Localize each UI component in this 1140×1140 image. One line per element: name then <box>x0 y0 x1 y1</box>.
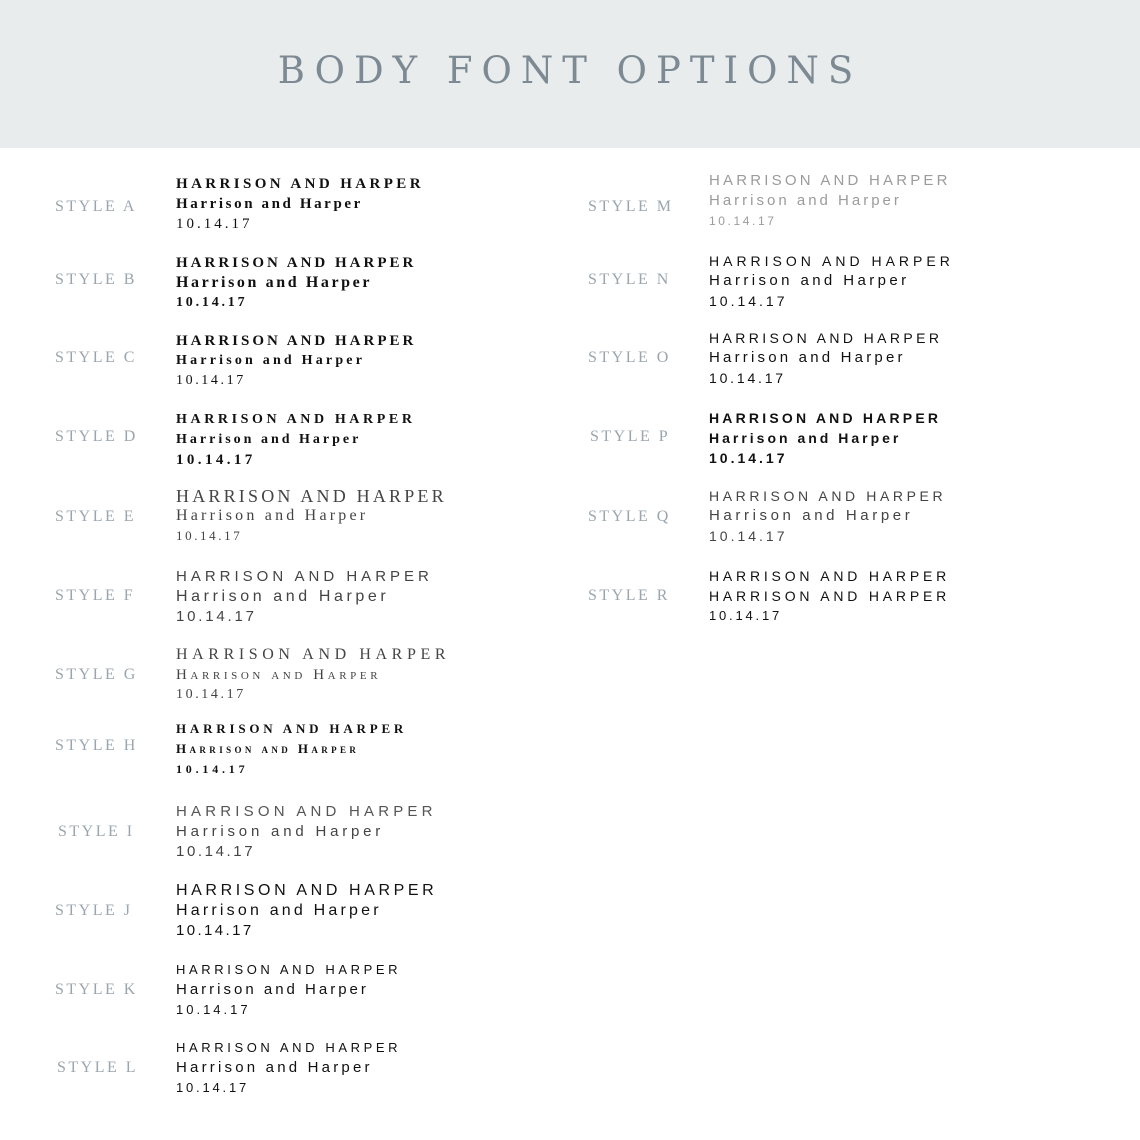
style-label: STYLE J <box>55 902 133 919</box>
sample-date-line: 10.14.17 <box>709 608 783 623</box>
style-sample <box>176 253 416 313</box>
sample-date-line: 10.14.17 <box>709 370 786 386</box>
sample-date-line: 10.14.17 <box>709 214 777 228</box>
style-label: STYLE F <box>55 587 136 604</box>
style-label: STYLE D <box>55 428 138 445</box>
sample-title-line: Harrison and Harper <box>709 349 906 366</box>
sample-title-line: Harrison and Harper <box>709 430 902 446</box>
sample-caps-line: HARRISON AND HARPER <box>176 412 416 427</box>
style-sample <box>176 174 424 234</box>
sample-caps-line: HARRISON AND HARPER <box>176 721 408 736</box>
sample-caps-line: HARRISON AND HARPER <box>709 253 954 269</box>
sample-title-line: Harrison and Harper <box>176 981 369 998</box>
style-label: STYLE A <box>55 198 137 215</box>
style-sample <box>176 645 450 705</box>
style-label: STYLE B <box>55 271 137 288</box>
sample-title-line: Harrison and Harper <box>176 588 390 605</box>
style-label: STYLE G <box>55 666 138 683</box>
sample-caps-line: HARRISON AND HARPER <box>176 962 402 977</box>
sample-title-line: Harrison and Harper <box>176 741 360 756</box>
sample-title-line: Harrison and Harper <box>709 507 914 524</box>
style-sample <box>176 1038 401 1098</box>
sample-title-line: Harrison and Harper <box>176 353 366 368</box>
sample-date-line: 10.14.17 <box>176 452 256 468</box>
style-label: STYLE Q <box>588 508 671 525</box>
sample-date-line: 10.14.17 <box>176 608 257 625</box>
sample-title-line: Harrison and Harper <box>176 196 363 212</box>
sample-title-line: HARRISON AND HARPER <box>709 588 951 604</box>
style-label: STYLE E <box>55 508 137 525</box>
style-sample <box>709 486 946 546</box>
style-sample <box>176 486 447 546</box>
sample-date-line: 10.14.17 <box>176 922 254 939</box>
sample-date-line: 10.14.17 <box>176 295 248 310</box>
sample-caps-line: HARRISON AND HARPER <box>709 330 943 346</box>
sample-title-line: Harrison and Harper <box>176 274 373 291</box>
header-banner <box>0 0 1140 148</box>
page-title: BODY FONT OPTIONS <box>277 49 863 92</box>
sample-caps-line: HARRISON AND HARPER <box>176 803 437 820</box>
sample-date-line: 10.14.17 <box>709 528 788 544</box>
sample-caps-line: HARRISON AND HARPER <box>709 172 951 189</box>
style-sample <box>176 802 437 862</box>
sample-date-line: 10.14.17 <box>176 1002 251 1017</box>
sample-date-line: 10.14.17 <box>176 373 246 388</box>
sample-date-line: 10.14.17 <box>176 762 249 776</box>
sample-caps-line: HARRISON AND HARPER <box>176 568 433 585</box>
sample-caps-line: HARRISON AND HARPER <box>176 255 417 271</box>
style-sample <box>709 328 942 388</box>
style-sample <box>709 171 951 231</box>
sample-caps-line: HARRISON AND HARPER <box>176 333 417 349</box>
style-label: STYLE K <box>55 981 138 998</box>
sample-date-line: 10.14.17 <box>176 528 243 543</box>
sample-title-line: Harrison and Harper <box>176 823 385 840</box>
style-sample <box>176 410 416 470</box>
sample-date-line: 10.14.17 <box>176 843 256 860</box>
style-label: STYLE P <box>590 428 671 445</box>
sample-caps-line: HARRISON AND HARPER <box>176 882 438 899</box>
sample-title-line: Harrison and Harper <box>709 192 902 209</box>
sample-date-line: 10.14.17 <box>176 216 253 232</box>
sample-title-line: Harrison and Harper <box>176 667 382 683</box>
sample-title-line: Harrison and Harper <box>176 507 369 524</box>
style-label: STYLE H <box>55 737 138 754</box>
style-label: STYLE O <box>588 349 671 366</box>
style-sample <box>709 251 954 311</box>
sample-title-line: Harrison and Harper <box>176 432 362 447</box>
style-label: STYLE R <box>588 587 670 604</box>
style-label: STYLE I <box>58 823 135 840</box>
style-label: STYLE M <box>588 198 674 215</box>
sample-date-line: 10.14.17 <box>709 450 788 466</box>
style-sample <box>176 719 407 779</box>
sample-date-line: 10.14.17 <box>176 687 246 702</box>
style-sample <box>176 567 433 627</box>
sample-caps-line: HARRISON AND HARPER <box>176 646 451 663</box>
sample-caps-line: HARRISON AND HARPER <box>176 1040 402 1055</box>
sample-title-line: Harrison and Harper <box>176 1059 373 1076</box>
sample-caps-line: HARRISON AND HARPER <box>176 486 447 506</box>
sample-date-line: 10.14.17 <box>709 293 788 309</box>
style-label: STYLE C <box>55 349 137 366</box>
sample-title-line: Harrison and Harper <box>176 902 382 919</box>
style-sample <box>176 881 437 941</box>
style-label: STYLE L <box>57 1059 139 1076</box>
sample-caps-line: HARRISON AND HARPER <box>709 410 942 426</box>
sample-title-line: Harrison and Harper <box>709 272 910 289</box>
style-sample <box>176 960 401 1020</box>
sample-caps-line: HARRISON AND HARPER <box>709 488 947 504</box>
style-sample <box>709 408 941 468</box>
style-sample <box>709 566 950 626</box>
sample-date-line: 10.14.17 <box>176 1080 250 1095</box>
style-label: STYLE N <box>588 271 671 288</box>
sample-caps-line: HARRISON AND HARPER <box>176 176 424 192</box>
sample-caps-line: HARRISON AND HARPER <box>709 568 951 584</box>
style-sample <box>176 331 416 391</box>
